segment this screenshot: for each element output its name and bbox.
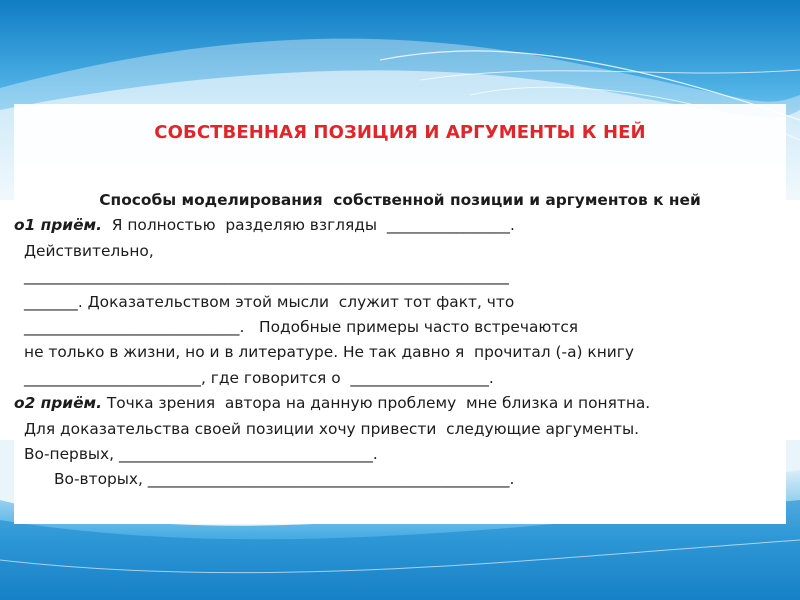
content-heading: Способы моделирования собственной позиции и аргументов к ней bbox=[99, 191, 701, 209]
line-8-text: Точка зрения автора на данную проблему мне близка и понятна. bbox=[101, 394, 651, 413]
content-body bbox=[14, 188, 786, 493]
item-marker-1: o1 bbox=[14, 216, 36, 235]
line-9: Для доказательства своей позиции хочу привести следующие аргументы. bbox=[24, 419, 640, 438]
line-2: Действительно, bbox=[24, 241, 154, 260]
content-panel bbox=[14, 166, 786, 524]
line-4: _______. Доказательством этой мысли служит тот факт, что bbox=[24, 292, 515, 311]
slide-title: СОБСТВЕННАЯ ПОЗИЦИЯ И АРГУМЕНТЫ К НЕЙ bbox=[154, 122, 646, 143]
line-7: _______________________, где говорится о __________________. bbox=[24, 368, 494, 387]
item-label-2: приём. bbox=[35, 394, 102, 413]
line-10: Во-первых, _________________________________. bbox=[24, 444, 378, 463]
line-6: не только в жизни, но и в литературе. Не так давно я прочитал (-а) книгу bbox=[24, 343, 634, 362]
item-marker-2: o2 bbox=[14, 394, 36, 413]
line-5: ____________________________. Подобные примеры часто встречаются bbox=[24, 317, 579, 336]
line-11: Во-вторых, _______________________________________________. bbox=[54, 470, 515, 489]
line-8 bbox=[14, 391, 786, 416]
line-1 bbox=[14, 213, 786, 238]
line-1-text: Я полностью разделяю взгляды ________________. bbox=[101, 216, 515, 235]
line-3: _______________________________________________________________ bbox=[24, 267, 509, 286]
item-label-1: приём. bbox=[35, 216, 102, 235]
